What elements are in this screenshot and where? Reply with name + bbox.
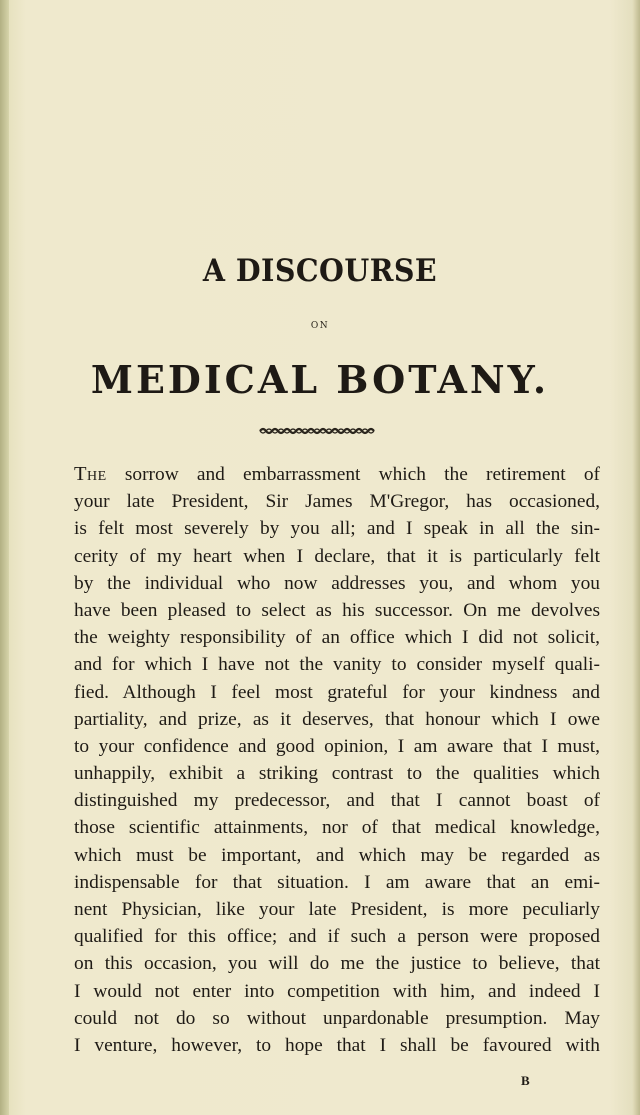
title-main: A DISCOURSE [202, 253, 438, 289]
text-line: is felt most severely by you all; and I speak in all the sin- [74, 518, 600, 540]
text-line: cerity of my heart when I declare, that it is particularly felt [74, 545, 600, 567]
text-line: distinguished my predecessor, and that I cannot boast of [74, 790, 600, 812]
title-subject: MEDICAL BOTANY. [90, 357, 550, 402]
text-line [74, 461, 600, 488]
ornamental-rule-icon [258, 425, 376, 437]
text-line: unhappily, exhibit a striking contrast to the qualities which [74, 763, 600, 785]
text-line: fied. Although I feel most grateful for your kindness and [74, 681, 600, 703]
body-paragraph [74, 461, 600, 1059]
text-line: on this occasion, you will do me the justice to believe, that [74, 953, 600, 975]
page-edge [633, 0, 640, 1115]
text-line: have been pleased to select as his successor. On me devolves [74, 599, 600, 621]
text-line: to your confidence and good opinion, I am aware that I must, [74, 735, 600, 757]
title-connector: ON [310, 321, 330, 331]
text-line: and for which I have not the vanity to consider myself quali- [74, 654, 600, 676]
text-line: indispensable for that situation. I am aware that an emi- [74, 871, 600, 893]
text-line: partiality, and prize, as it deserves, that honour which I owe [74, 708, 600, 730]
signature-mark: B [521, 1073, 530, 1088]
text-line: could not do so without unpardonable presumption. May [74, 1007, 600, 1029]
text-line: nent Physician, like your late President, is more peculiarly [74, 899, 600, 920]
binding-shadow [0, 0, 9, 1115]
text-line: the weighty responsibility of an office which I did not solicit, [74, 627, 600, 649]
text-line: those scientific attainments, nor of that medical knowledge, [74, 817, 600, 839]
text-line: by the individual who now addresses you, and whom you [74, 572, 600, 594]
text-line: I would not enter into competition with him, and indeed I [74, 980, 600, 1002]
text-line: your late President, Sir James M'Gregor, has occasioned, [74, 491, 600, 513]
text-line-content: sorrow and embarrassment which the retirement of [124, 464, 600, 485]
text-line: qualified for this office; and if such a person were proposed [74, 926, 600, 948]
text-line: which must be important, and which may be regarded as [74, 844, 600, 866]
text-line: I venture, however, to hope that I shall be favoured with [74, 1034, 600, 1056]
opening-word: The [74, 463, 107, 485]
